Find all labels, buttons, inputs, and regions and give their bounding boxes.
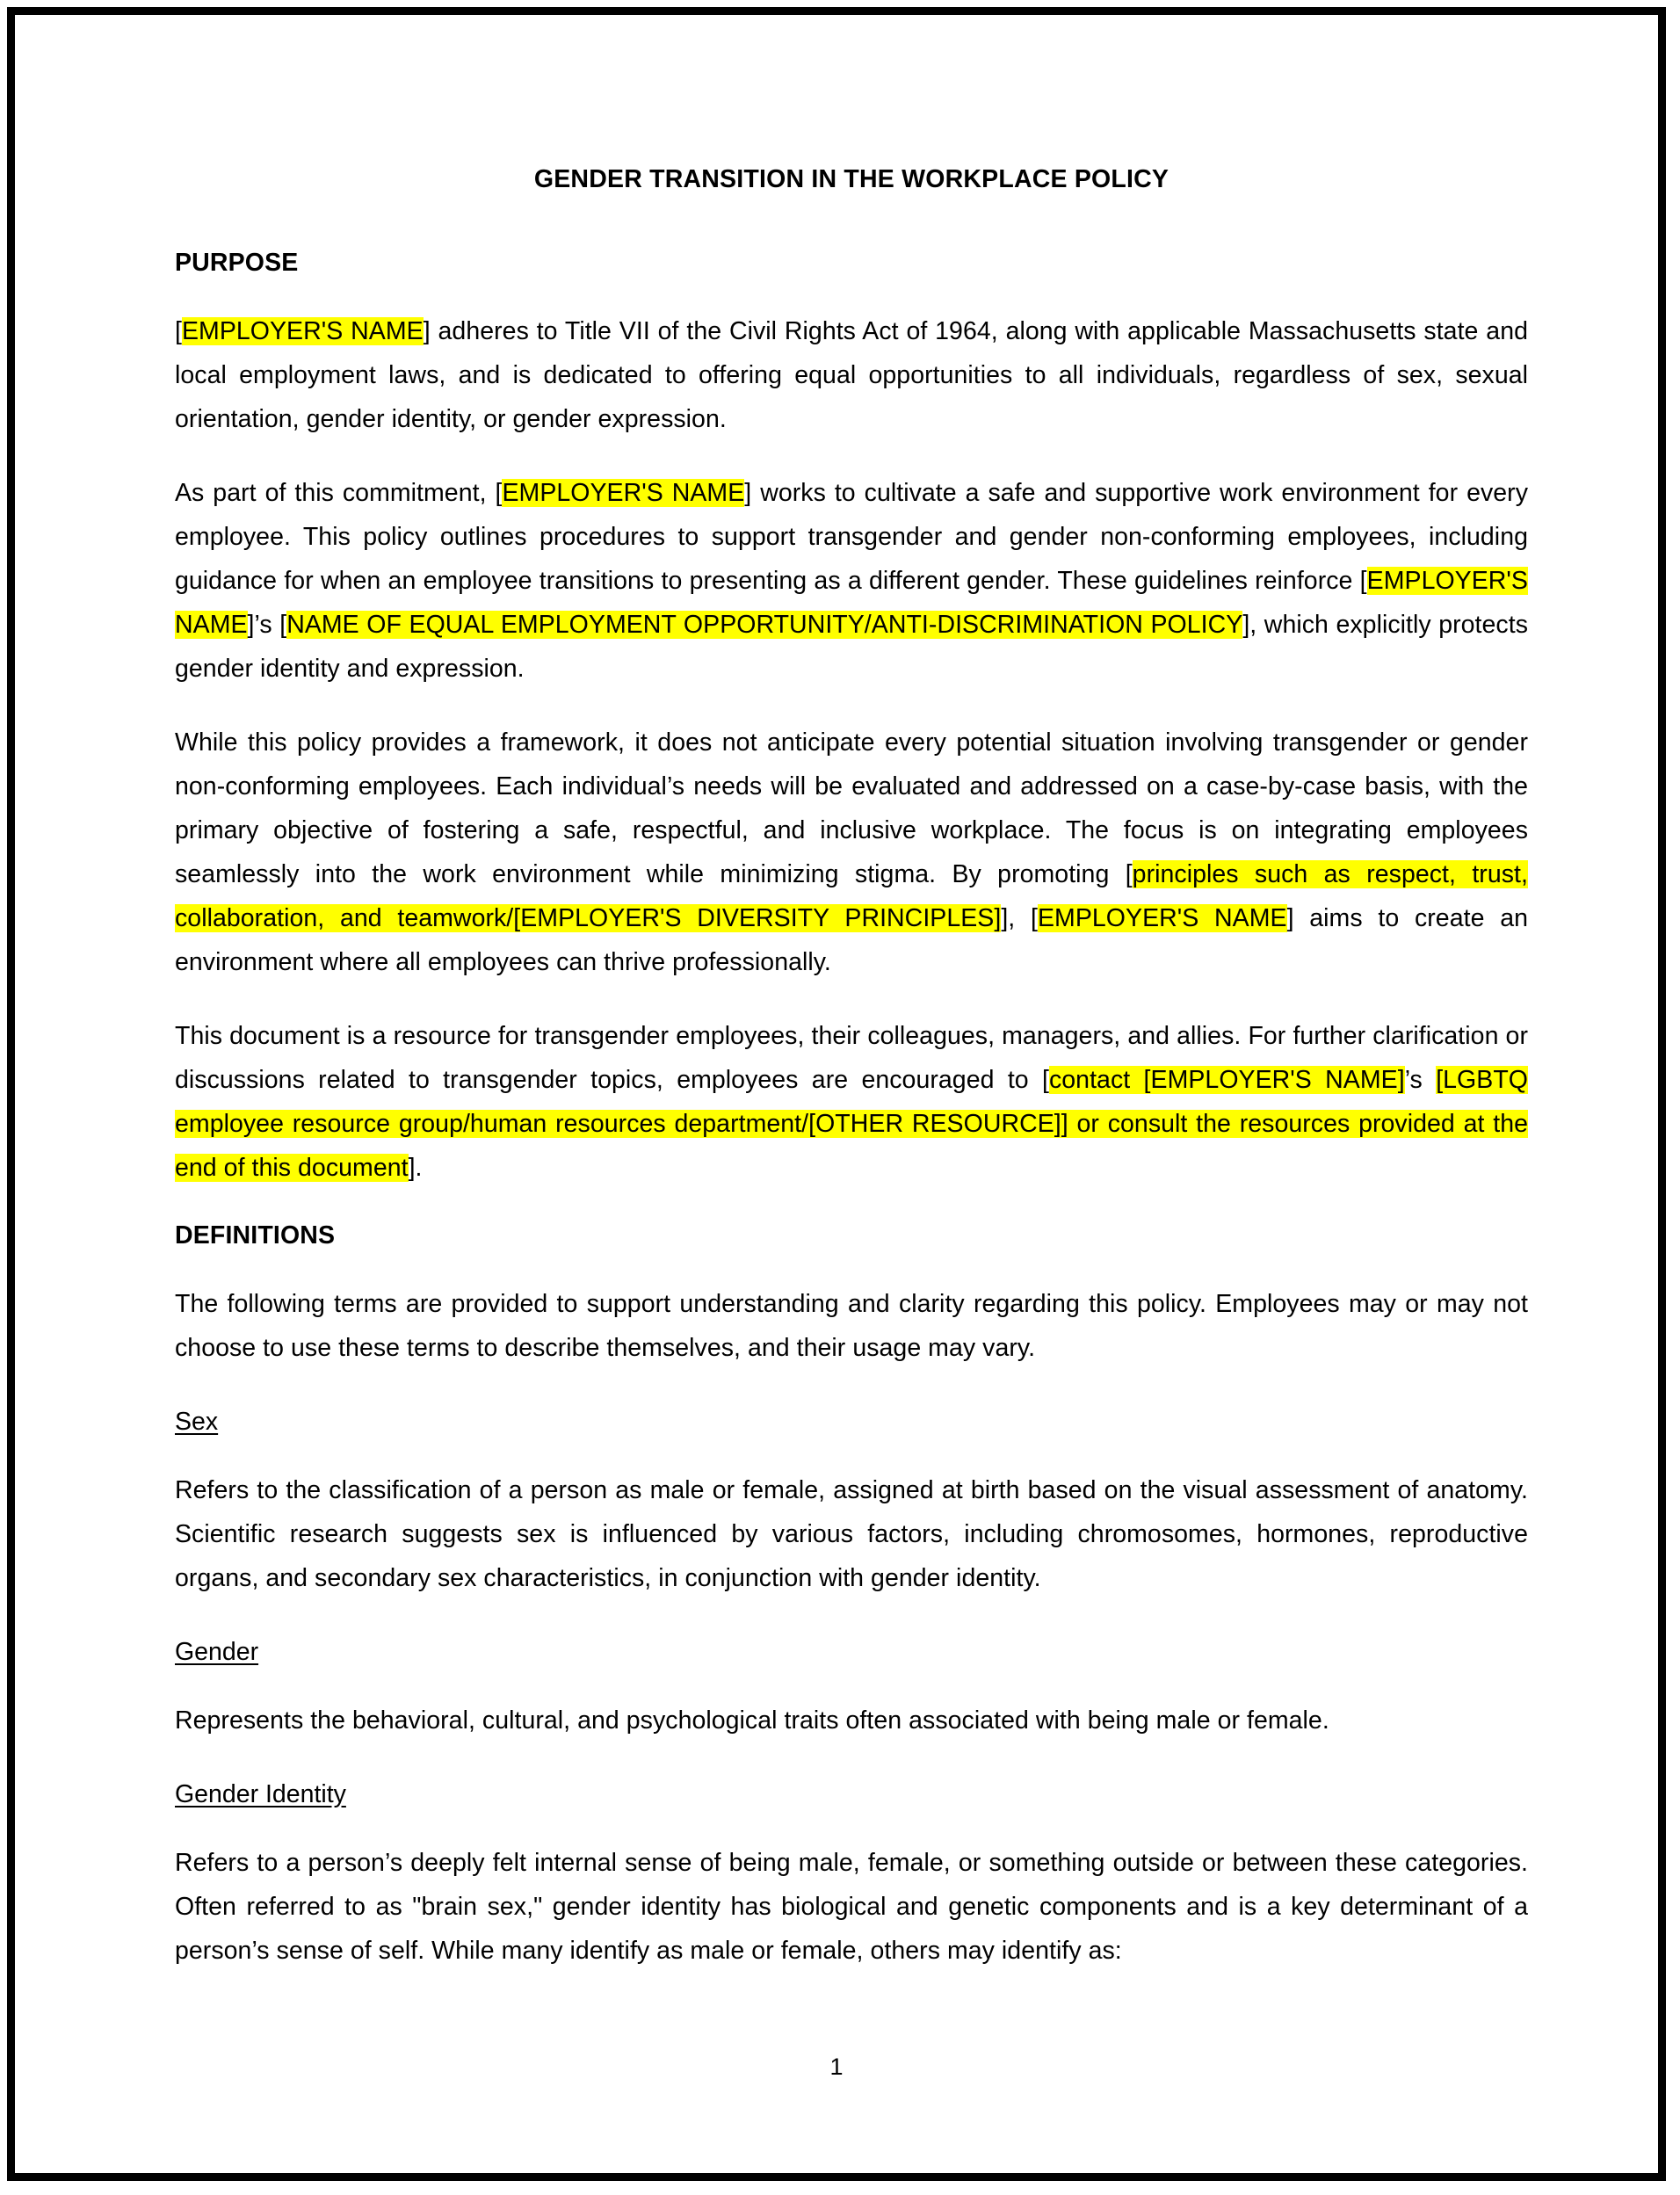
page-number: 1 bbox=[829, 2054, 844, 2080]
paragraph-purpose-1-rest: ] adheres to Title VII of the Civil Rights Act of 1964, along with applicable Massachusetts state and local employment laws, and is dedicated to offering equal opportunities to all individuals, regardless of sex, sexual orientation, gender identity, or gender expression. bbox=[175, 316, 1529, 433]
definition-term-gender: Gender bbox=[175, 1637, 259, 1666]
paragraph-purpose-4-f: ]. bbox=[408, 1153, 423, 1182]
paragraph-purpose-2-g: ], which explicitly protects gender identity and expression. bbox=[175, 610, 1528, 683]
placeholder-employer-name-highlight: EMPLOYER'S NAME bbox=[502, 478, 745, 507]
placeholder-diversity-principles-highlight: principles such as respect, trust, collaboration, and teamwork/[EMPLOYER'S DIVERSITY PRINCIPLES] bbox=[175, 859, 1528, 932]
document-page-frame bbox=[7, 7, 1666, 2181]
placeholder-employer-name-highlight: [EMPLOYER'S NAME] bbox=[1143, 1065, 1405, 1094]
paragraph-purpose-2 bbox=[175, 471, 1528, 691]
paragraph-purpose-3-a: While this policy provides a framework, it does not anticipate every potential situation involving transgender or gender non-conforming employees. Each individual’s needs will be evaluated and addressed on a case-by-case basis, with the primary objective of fostering a safe, respectful, and inclusive workplace. The focus is on integrating employees seamlessly into the work environment while minimizing stigma. By promoting [ bbox=[175, 728, 1528, 888]
paragraph-purpose-2-a: As part of this commitment, [ bbox=[175, 478, 503, 507]
paragraph-purpose-3 bbox=[175, 721, 1528, 984]
placeholder-employer-name-highlight: EMPLOYER'S NAME bbox=[181, 316, 424, 345]
definition-term-sex: Sex bbox=[175, 1407, 219, 1436]
definition-body-gender-identity: Refers to a person’s deeply felt internal sense of being male, female, or something outside or between these categories. Often referred to as "brain sex," gender identity has biological and genetic components and is a key determinant of a person’s sense of self. While many identify as male or female, others may identify as: bbox=[175, 1848, 1528, 1965]
section-heading-definitions: DEFINITIONS bbox=[175, 1221, 336, 1250]
paragraph-purpose-2-c: ] works to cultivate a safe and supportive work environment for every employee. This policy outlines procedures to support transgender and gender non-conforming employees, including guidance for when an employee transitions to presenting as a different gender. These guidelines reinforce [ bbox=[175, 478, 1529, 595]
placeholder-contact-highlight: contact bbox=[1048, 1065, 1144, 1094]
paragraph-definitions-intro: The following terms are provided to support understanding and clarity regarding this policy. Employees may or may not choose to use these terms to describe themselves, and their usage may vary. bbox=[175, 1289, 1528, 1362]
placeholder-employer-name-highlight: EMPLOYER'S NAME bbox=[175, 566, 1528, 639]
document-title: GENDER TRANSITION IN THE WORKPLACE POLICY bbox=[533, 165, 1169, 193]
paragraph-purpose-4 bbox=[175, 1014, 1528, 1190]
document-text-column bbox=[175, 164, 1528, 2003]
section-heading-purpose: PURPOSE bbox=[175, 248, 299, 277]
paragraph-purpose-3-e: ] aims to create an environment where all employees can thrive professionally. bbox=[175, 903, 1528, 976]
paragraph-purpose-4-a: This document is a resource for transgender employees, their colleagues, managers, and allies. For further clarification or discussions related to transgender topics, employees are encouraged to [ bbox=[175, 1021, 1528, 1094]
definition-body-gender: Represents the behavioral, cultural, and psychological traits often associated with being male or female. bbox=[175, 1706, 1329, 1735]
paragraph-purpose-3-c: ], [ bbox=[1001, 903, 1038, 932]
paragraph-purpose-1 bbox=[175, 309, 1528, 441]
document-page-body bbox=[15, 15, 1658, 2173]
definition-term-gender-identity: Gender Identity bbox=[175, 1779, 346, 1808]
definition-body-sex: Refers to the classification of a person as male or female, assigned at birth based on the visual assessment of anatomy. Scientific research suggests sex is influenced by various factors, including chromosomes, hormones, reproductive organs, and secondary sex characteristics, in conjunction with gender identity. bbox=[175, 1475, 1528, 1592]
placeholder-employer-name-highlight: EMPLOYER'S NAME bbox=[1037, 903, 1287, 932]
placeholder-eeo-policy-highlight: NAME OF EQUAL EMPLOYMENT OPPORTUNITY/ANTI-DISCRIMINATION POLICY bbox=[286, 610, 1243, 639]
paragraph-purpose-4-d: ’s bbox=[1404, 1065, 1437, 1094]
paragraph-purpose-2-e: ]’s [ bbox=[247, 610, 287, 639]
placeholder-resource-group-highlight: [LGBTQ employee resource group/human resources department/[OTHER RESOURCE]] or consult the resources provided at the end of this document bbox=[175, 1065, 1529, 1182]
bracket-open: [ bbox=[175, 316, 182, 345]
